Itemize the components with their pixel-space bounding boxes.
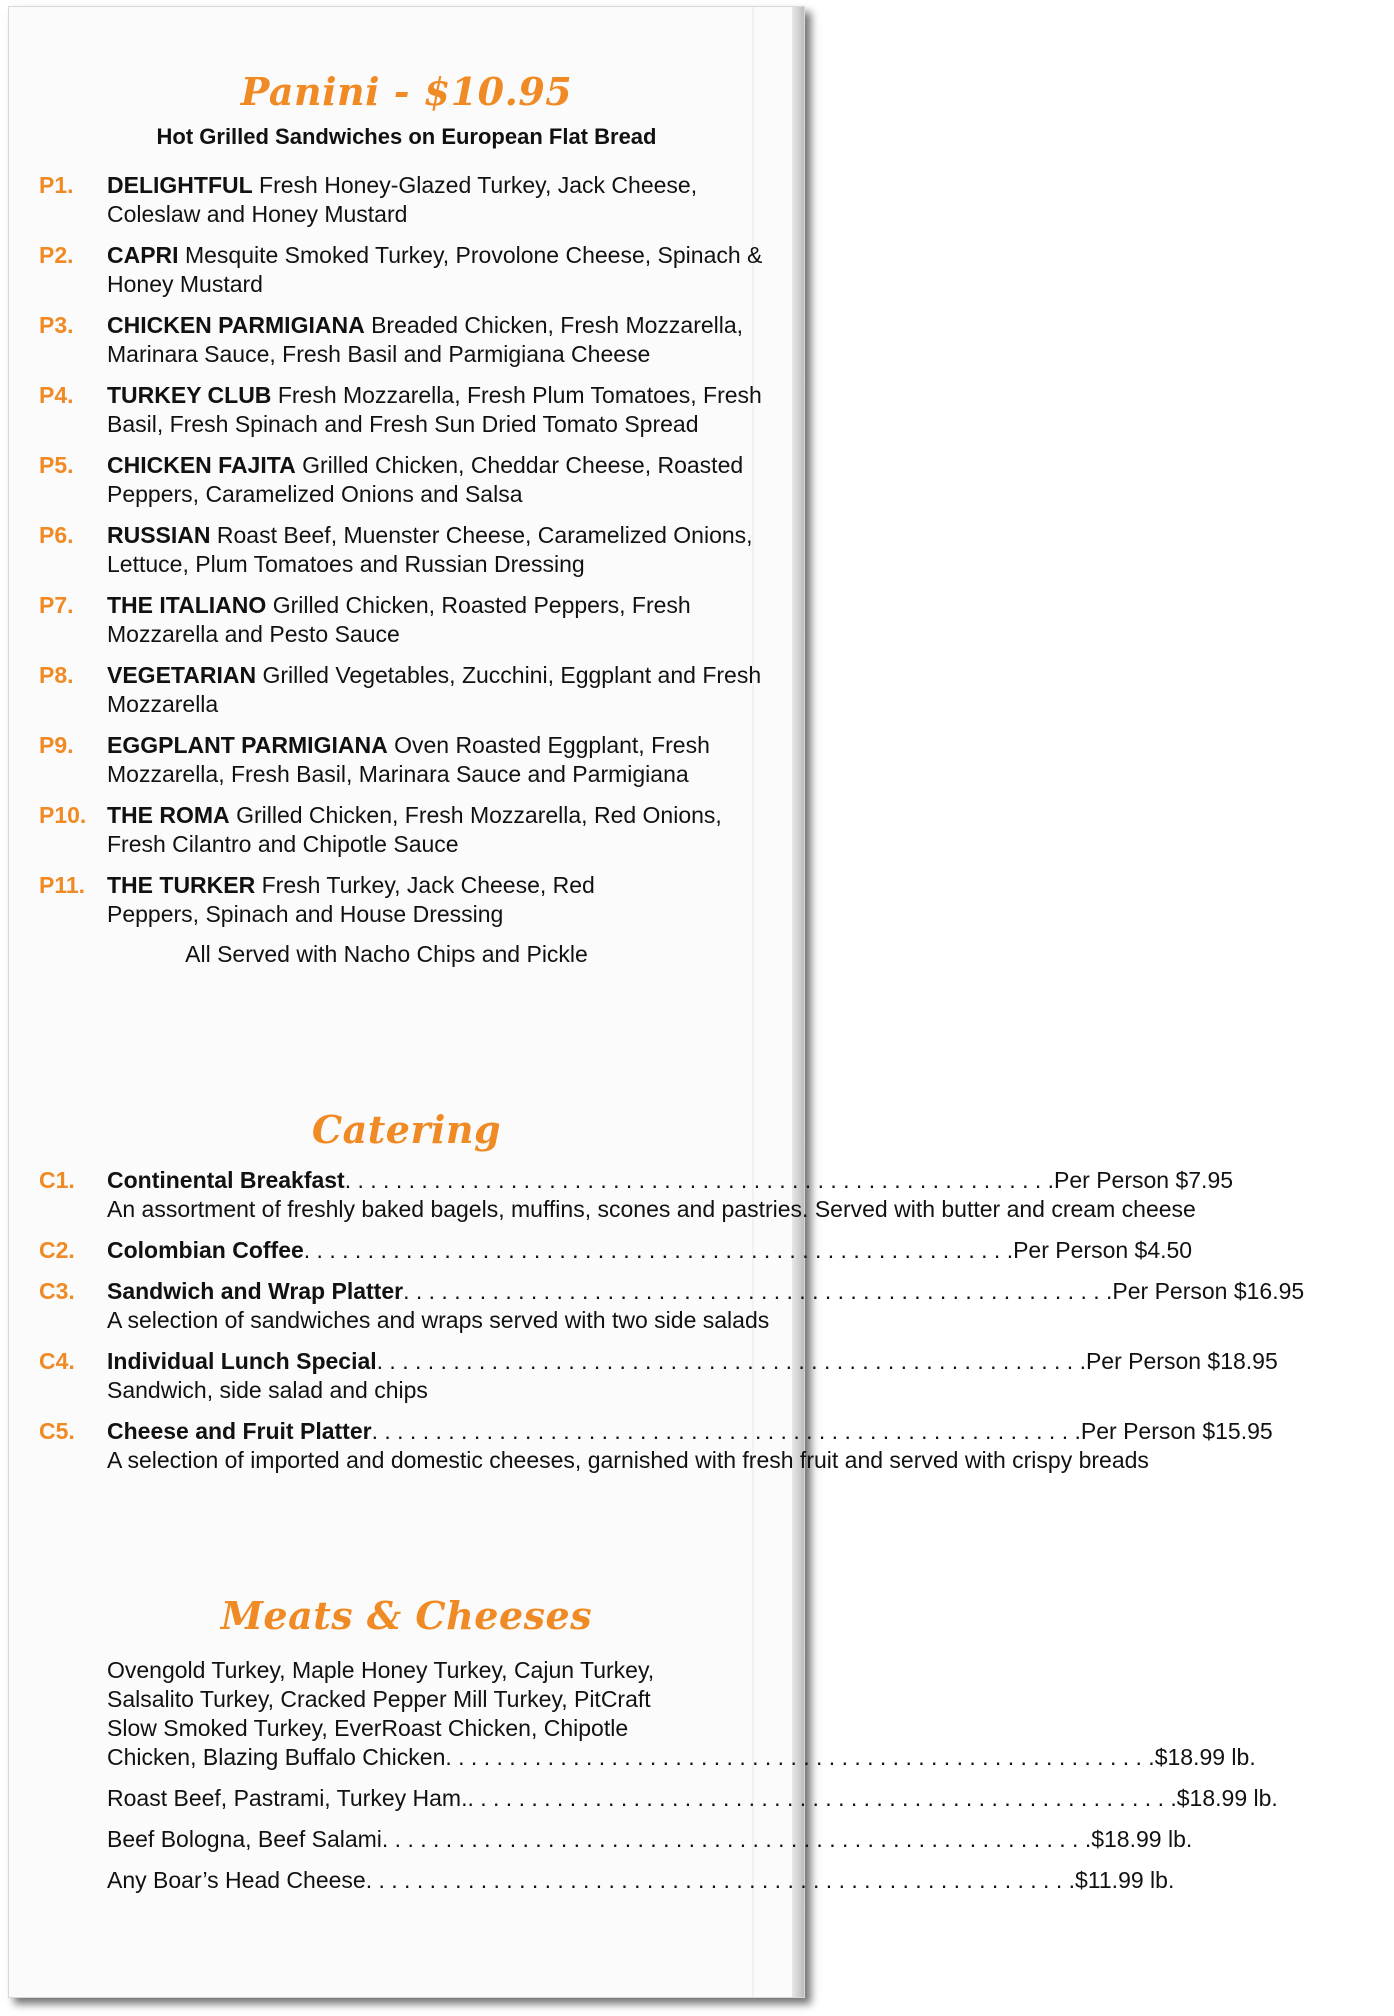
item-code: P1.	[39, 172, 74, 198]
meats-section	[9, 1593, 1278, 1907]
meat-label: Roast Beef, Pastrami, Turkey Ham.	[107, 1785, 468, 1811]
item-description: Grilled Chicken, Cheddar Cheese, Roasted Peppers, Caramelized Onions and Salsa	[107, 452, 744, 507]
catering-list	[9, 1166, 1305, 1475]
panini-footer-note: All Served with Nacho Chips and Pickle	[185, 941, 588, 967]
item-code: C5.	[39, 1418, 75, 1444]
item-code: P4.	[39, 382, 74, 408]
meat-price-row	[107, 1866, 1175, 1895]
item-code: P2.	[39, 242, 74, 268]
item-description: Mesquite Smoked Turkey, Provolone Cheese, Spinach & Honey Mustard	[107, 242, 763, 297]
item-price: Per Person $15.95	[1080, 1418, 1273, 1444]
item-name: THE TURKER	[107, 872, 256, 898]
item-description: A selection of sandwiches and wraps served with two side salads	[107, 1307, 770, 1333]
panini-item	[9, 661, 804, 719]
catering-item	[9, 1417, 1273, 1475]
panini-item	[9, 381, 804, 439]
item-code: C3.	[39, 1278, 75, 1304]
dot-leader	[382, 1825, 1091, 1854]
panini-item	[9, 171, 804, 229]
item-description: Grilled Chicken, Fresh Mozzarella, Red Onions, Fresh Cilantro and Chipotle Sauce	[107, 802, 722, 857]
item-name: RUSSIAN	[107, 522, 211, 548]
item-name: Individual Lunch Special	[107, 1348, 377, 1374]
item-name: THE ROMA	[107, 802, 230, 828]
item-name: TURKEY CLUB	[107, 382, 272, 408]
item-name: Cheese and Fruit Platter	[107, 1418, 372, 1444]
meat-price-row	[107, 1784, 1278, 1813]
item-description: A selection of imported and domestic cheeses, garnished with fresh fruit and served with crispy breads	[107, 1447, 1149, 1473]
meat-price-row	[107, 1743, 1256, 1772]
catering-section	[9, 1107, 1305, 1487]
dot-leader	[377, 1347, 1086, 1376]
catering-item	[9, 1277, 1305, 1335]
item-name: CHICKEN PARMIGIANA	[107, 312, 365, 338]
meat-label: Beef Bologna, Beef Salami	[107, 1826, 382, 1852]
panini-list	[9, 171, 804, 929]
item-name: VEGETARIAN	[107, 662, 257, 688]
item-name: EGGPLANT PARMIGIANA	[107, 732, 388, 758]
item-price: Per Person $16.95	[1112, 1278, 1305, 1304]
meat-label: Chicken, Blazing Buffalo Chicken	[107, 1744, 446, 1770]
dot-leader	[304, 1236, 1013, 1265]
item-code: P9.	[39, 732, 74, 758]
item-name: CAPRI	[107, 242, 179, 268]
item-code: C2.	[39, 1237, 75, 1263]
item-description: Grilled Chicken, Roasted Peppers, Fresh Mozzarella and Pesto Sauce	[107, 592, 691, 647]
meat-price: $18.99 lb.	[1176, 1785, 1278, 1811]
item-name: Continental Breakfast	[107, 1167, 345, 1193]
item-code: P5.	[39, 452, 74, 478]
panini-section	[9, 69, 804, 968]
panini-title: Panini - $10.95	[240, 69, 573, 114]
item-code: C4.	[39, 1348, 75, 1374]
item-description: Fresh Mozzarella, Fresh Plum Tomatoes, Fresh Basil, Fresh Spinach and Fresh Sun Dried Tomato Spread	[107, 382, 762, 437]
panini-item	[9, 451, 804, 509]
catering-item	[9, 1166, 1234, 1224]
item-price: Per Person $18.95	[1085, 1348, 1278, 1374]
panini-item	[9, 521, 804, 579]
item-name: Colombian Coffee	[107, 1237, 304, 1263]
item-code: P7.	[39, 592, 74, 618]
meats-list	[107, 1656, 1278, 1895]
item-description: Breaded Chicken, Fresh Mozzarella, Marinara Sauce, Fresh Basil and Parmigiana Cheese	[107, 312, 744, 367]
item-code: P11.	[39, 872, 86, 898]
item-name: DELIGHTFUL	[107, 172, 253, 198]
meat-price-row	[107, 1825, 1193, 1854]
panini-item	[9, 731, 804, 789]
dot-leader	[445, 1743, 1154, 1772]
item-name: THE ITALIANO	[107, 592, 267, 618]
item-code: P8.	[39, 662, 74, 688]
panini-item	[9, 871, 804, 929]
item-code: P10.	[39, 802, 87, 828]
item-price: Per Person $7.95	[1054, 1167, 1234, 1193]
item-description: Roast Beef, Muenster Cheese, Caramelized Onions, Lettuce, Plum Tomatoes and Russian Dressing	[107, 522, 753, 577]
meat-price: $11.99 lb.	[1075, 1867, 1175, 1893]
item-code: P6.	[39, 522, 74, 548]
item-description: Sandwich, side salad and chips	[107, 1377, 428, 1403]
dot-leader	[467, 1784, 1176, 1813]
panini-item	[9, 591, 804, 649]
meat-price: $18.99 lb.	[1154, 1744, 1256, 1770]
meats-lead-text: Ovengold Turkey, Maple Honey Turkey, Cajun Turkey, Salsalito Turkey, Cracked Pepper Mill Turkey, PitCraft Slow Smoked Turkey, EverRoast Chicken, Chipotle	[107, 1657, 655, 1741]
meat-price: $18.99 lb.	[1091, 1826, 1193, 1852]
item-description: Fresh Honey-Glazed Turkey, Jack Cheese, Coleslaw and Honey Mustard	[107, 172, 698, 227]
dot-leader	[403, 1277, 1112, 1306]
item-description: Oven Roasted Eggplant, Fresh Mozzarella, Fresh Basil, Marinara Sauce and Parmigiana	[107, 732, 710, 787]
panini-item	[9, 311, 804, 369]
dot-leader	[345, 1166, 1054, 1195]
panini-item	[9, 241, 804, 299]
meats-title: Meats & Cheeses	[220, 1593, 593, 1638]
item-code: P3.	[39, 312, 74, 338]
item-code: C1.	[39, 1167, 75, 1193]
item-price: Per Person $4.50	[1013, 1237, 1193, 1263]
meat-label: Any Boar’s Head Cheese	[107, 1867, 366, 1893]
catering-item	[9, 1236, 1193, 1265]
item-description: Grilled Vegetables, Zucchini, Eggplant and Fresh Mozzarella	[107, 662, 762, 717]
item-description: An assortment of freshly baked bagels, muffins, scones and pastries. Served with butter and cream cheese	[107, 1196, 1196, 1222]
catering-item	[9, 1347, 1278, 1405]
menu-page	[8, 6, 1305, 1998]
dot-leader	[366, 1866, 1075, 1895]
item-description: Fresh Turkey, Jack Cheese, Red Peppers, Spinach and House Dressing	[107, 872, 595, 927]
item-name: Sandwich and Wrap Platter	[107, 1278, 404, 1304]
panini-subtitle: Hot Grilled Sandwiches on European Flat Bread	[156, 124, 657, 149]
item-name: CHICKEN FAJITA	[107, 452, 296, 478]
dot-leader	[372, 1417, 1081, 1446]
catering-title: Catering	[311, 1107, 502, 1152]
panini-item	[9, 801, 804, 859]
